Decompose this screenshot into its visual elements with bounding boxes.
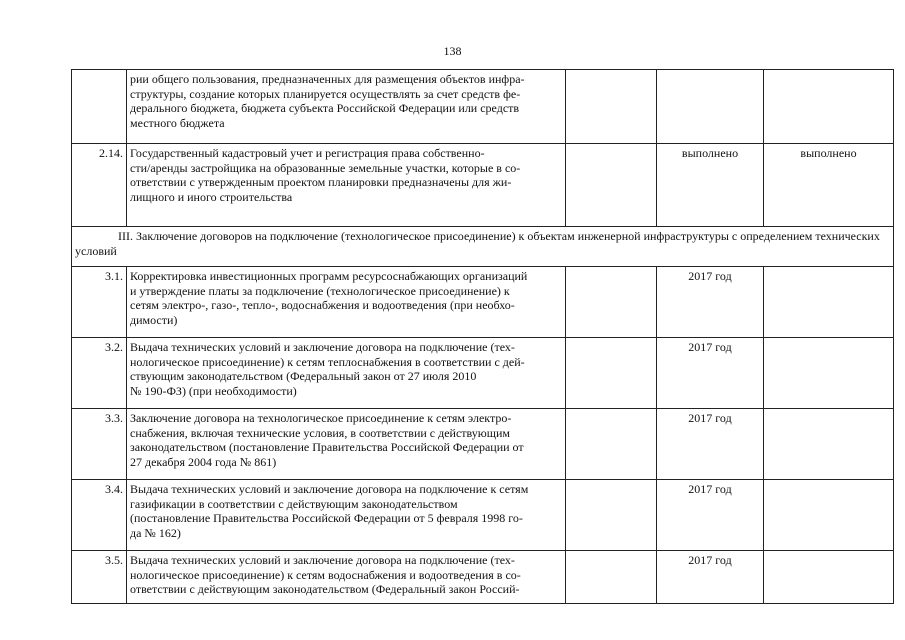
row-status: 2017 год [657, 480, 764, 551]
description-line: Выдача технических условий и заключение договора на подключение (тех- [130, 340, 515, 354]
description-line: сетям электро-, газо-, тепло-, водоснабжения и водоотведения (при необхо- [130, 298, 515, 313]
description-line: газификации в соответствии с действующим законодательством [130, 496, 458, 511]
row-result [764, 338, 894, 409]
row-result: выполнено [764, 144, 894, 227]
description-line: да № 162) [130, 525, 181, 540]
description-line: местного бюджета [130, 115, 225, 130]
row-col3 [566, 551, 657, 604]
page-number: 138 [443, 44, 462, 58]
description-line: № 190-ФЗ) (при необходимости) [130, 383, 297, 398]
description-line: Выдача технических условий и заключение договора на подключение (тех- [130, 553, 515, 567]
row-col3 [566, 409, 657, 480]
table-row [72, 267, 894, 338]
row-col3 [566, 480, 657, 551]
row-description [127, 551, 566, 604]
row-number: 3.2. [72, 338, 127, 409]
description-line: Заключение договора на технологическое присоединение к сетям электро- [130, 411, 512, 425]
row-result [764, 480, 894, 551]
row-description [127, 480, 566, 551]
row-result [764, 70, 894, 144]
row-status: 2017 год [657, 409, 764, 480]
plan-table [71, 69, 894, 604]
row-col3 [566, 70, 657, 144]
row-number: 3.4. [72, 480, 127, 551]
description-line: лищного и иного строительства [130, 189, 293, 204]
table-row [72, 551, 894, 604]
description-line: ответствии с действующим законодательством (Федеральный закон Россий- [130, 582, 520, 597]
row-number: 3.5. [72, 551, 127, 604]
row-description [127, 338, 566, 409]
description-line: нологическое присоединение) к сетям водоснабжения и водоотведения в со- [130, 567, 521, 582]
table-row [72, 480, 894, 551]
row-result [764, 267, 894, 338]
row-col3 [566, 267, 657, 338]
row-status: выполнено [657, 144, 764, 227]
row-col3 [566, 338, 657, 409]
description-line: рии общего пользования, предназначенных для размещения объектов инфра- [130, 72, 525, 86]
section-heading-row [72, 227, 894, 267]
row-col3 [566, 144, 657, 227]
row-status: 2017 год [657, 551, 764, 604]
section-heading-text: III. Заключение договоров на подключение (технологическое присоединение) к объектам инженерной инфраструктуры с определением технических условий [75, 229, 880, 258]
description-line: Выдача технических условий и заключение договора на подключение к сетям [130, 482, 529, 496]
table-row [72, 70, 894, 144]
table-row [72, 338, 894, 409]
table-row [72, 144, 894, 227]
row-description [127, 144, 566, 227]
description-line: (постановление Правительства Российской Федерации от 5 февраля 1998 го- [130, 511, 523, 526]
row-description [127, 70, 566, 144]
description-line: димости) [130, 312, 178, 327]
description-line: дерального бюджета, бюджета субъекта Российской Федерации или средств [130, 101, 520, 116]
description-line: структуры, создание которых планируется осуществлять за счет средств фе- [130, 86, 521, 101]
description-line: снабжения, включая технические условия, в соответствии с действующим [130, 425, 511, 440]
row-number [72, 70, 127, 144]
row-status [657, 70, 764, 144]
row-description [127, 409, 566, 480]
description-line: Государственный кадастровый учет и регистрация права собственно- [130, 146, 485, 160]
row-number: 2.14. [72, 144, 127, 227]
row-result [764, 551, 894, 604]
row-number: 3.1. [72, 267, 127, 338]
row-status: 2017 год [657, 267, 764, 338]
row-result [764, 409, 894, 480]
table-row [72, 409, 894, 480]
description-line: и утверждение платы за подключение (технологическое присоединение) к [130, 283, 510, 298]
description-line: 27 декабря 2004 года № 861) [130, 454, 277, 469]
section-heading [72, 227, 894, 267]
description-line: сти/аренды застройщика на образованные земельные участки, которые в со- [130, 160, 521, 175]
description-line: законодательством (постановление Правительства Российской Федерации от [130, 440, 524, 455]
description-line: ствующим законодательством (Федеральный закон от 27 июля 2010 [130, 369, 477, 384]
description-line: нологическое присоединение) к сетям теплоснабжения в соответствии с дей- [130, 354, 525, 369]
row-number: 3.3. [72, 409, 127, 480]
row-description [127, 267, 566, 338]
row-status: 2017 год [657, 338, 764, 409]
description-line: ответствии с утвержденным проектом планировки предназначены для жи- [130, 175, 512, 190]
description-line: Корректировка инвестиционных программ ресурсоснабжающих организаций [130, 269, 528, 283]
